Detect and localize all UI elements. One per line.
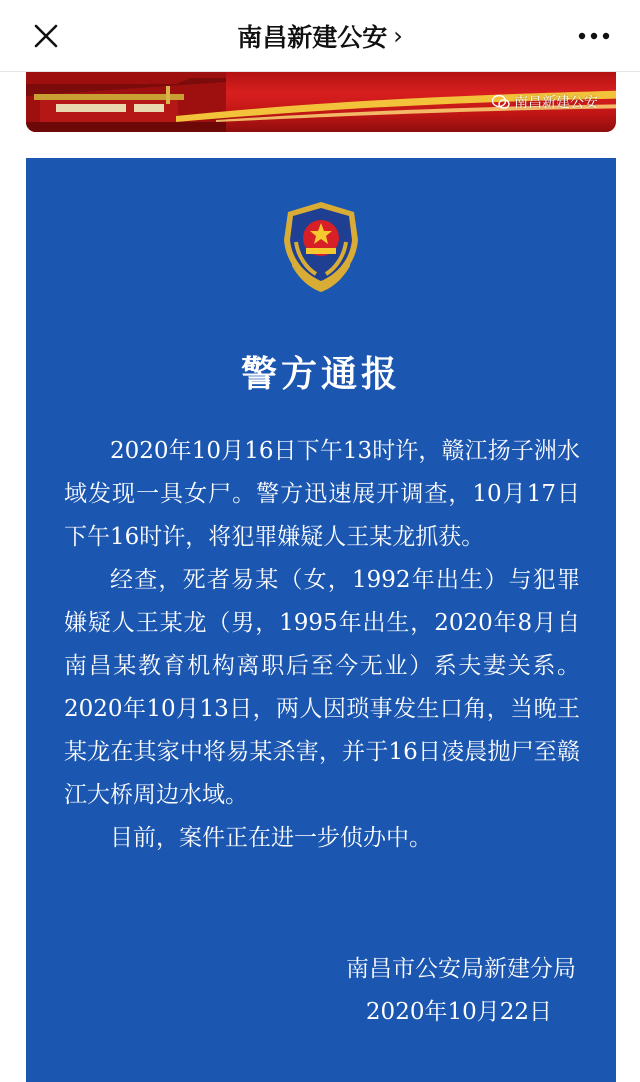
close-icon xyxy=(33,23,59,49)
police-notice-card xyxy=(26,158,616,1082)
top-navigation-bar xyxy=(0,0,640,72)
close-button[interactable] xyxy=(28,18,64,54)
notice-title: 警方通报 xyxy=(240,354,401,395)
notice-signature xyxy=(346,948,576,1034)
notice-body xyxy=(64,430,580,860)
issuing-organization: 南昌市公安局新建分局 xyxy=(346,956,576,982)
notice-paragraph: 经查，死者易某（女，1992年出生）与犯罪嫌疑人王某龙（男，1995年出生，2020年8月自南昌某教育机构离职后至今无业）系夫妻关系。2020年10月13日，两人因琐事发生口角，当晚王某龙在其家中将易某杀害，并于16日凌晨抛尸至赣江大桥周边水域。 xyxy=(64,567,580,808)
more-icon xyxy=(578,32,610,40)
header-banner-image xyxy=(26,72,616,132)
chevron-right-icon: › xyxy=(393,21,403,50)
account-name: 南昌新建公安 xyxy=(237,22,388,52)
wechat-icon xyxy=(492,94,510,110)
issue-date: 2020年10月22日 xyxy=(365,999,552,1025)
account-name-link[interactable] xyxy=(237,18,403,54)
police-emblem-icon xyxy=(276,198,366,294)
watermark-text: 南昌新建公安 xyxy=(514,95,598,111)
more-options-button[interactable] xyxy=(574,18,614,54)
notice-paragraph: 目前，案件正在进一步侦办中。 xyxy=(110,825,432,851)
notice-paragraph: 2020年10月16日下午13时许，赣江扬子洲水域发现一具女尸。警方迅速展开调查，10月17日下午16时许，将犯罪嫌疑人王某龙抓获。 xyxy=(64,438,580,550)
banner-watermark xyxy=(492,92,598,112)
